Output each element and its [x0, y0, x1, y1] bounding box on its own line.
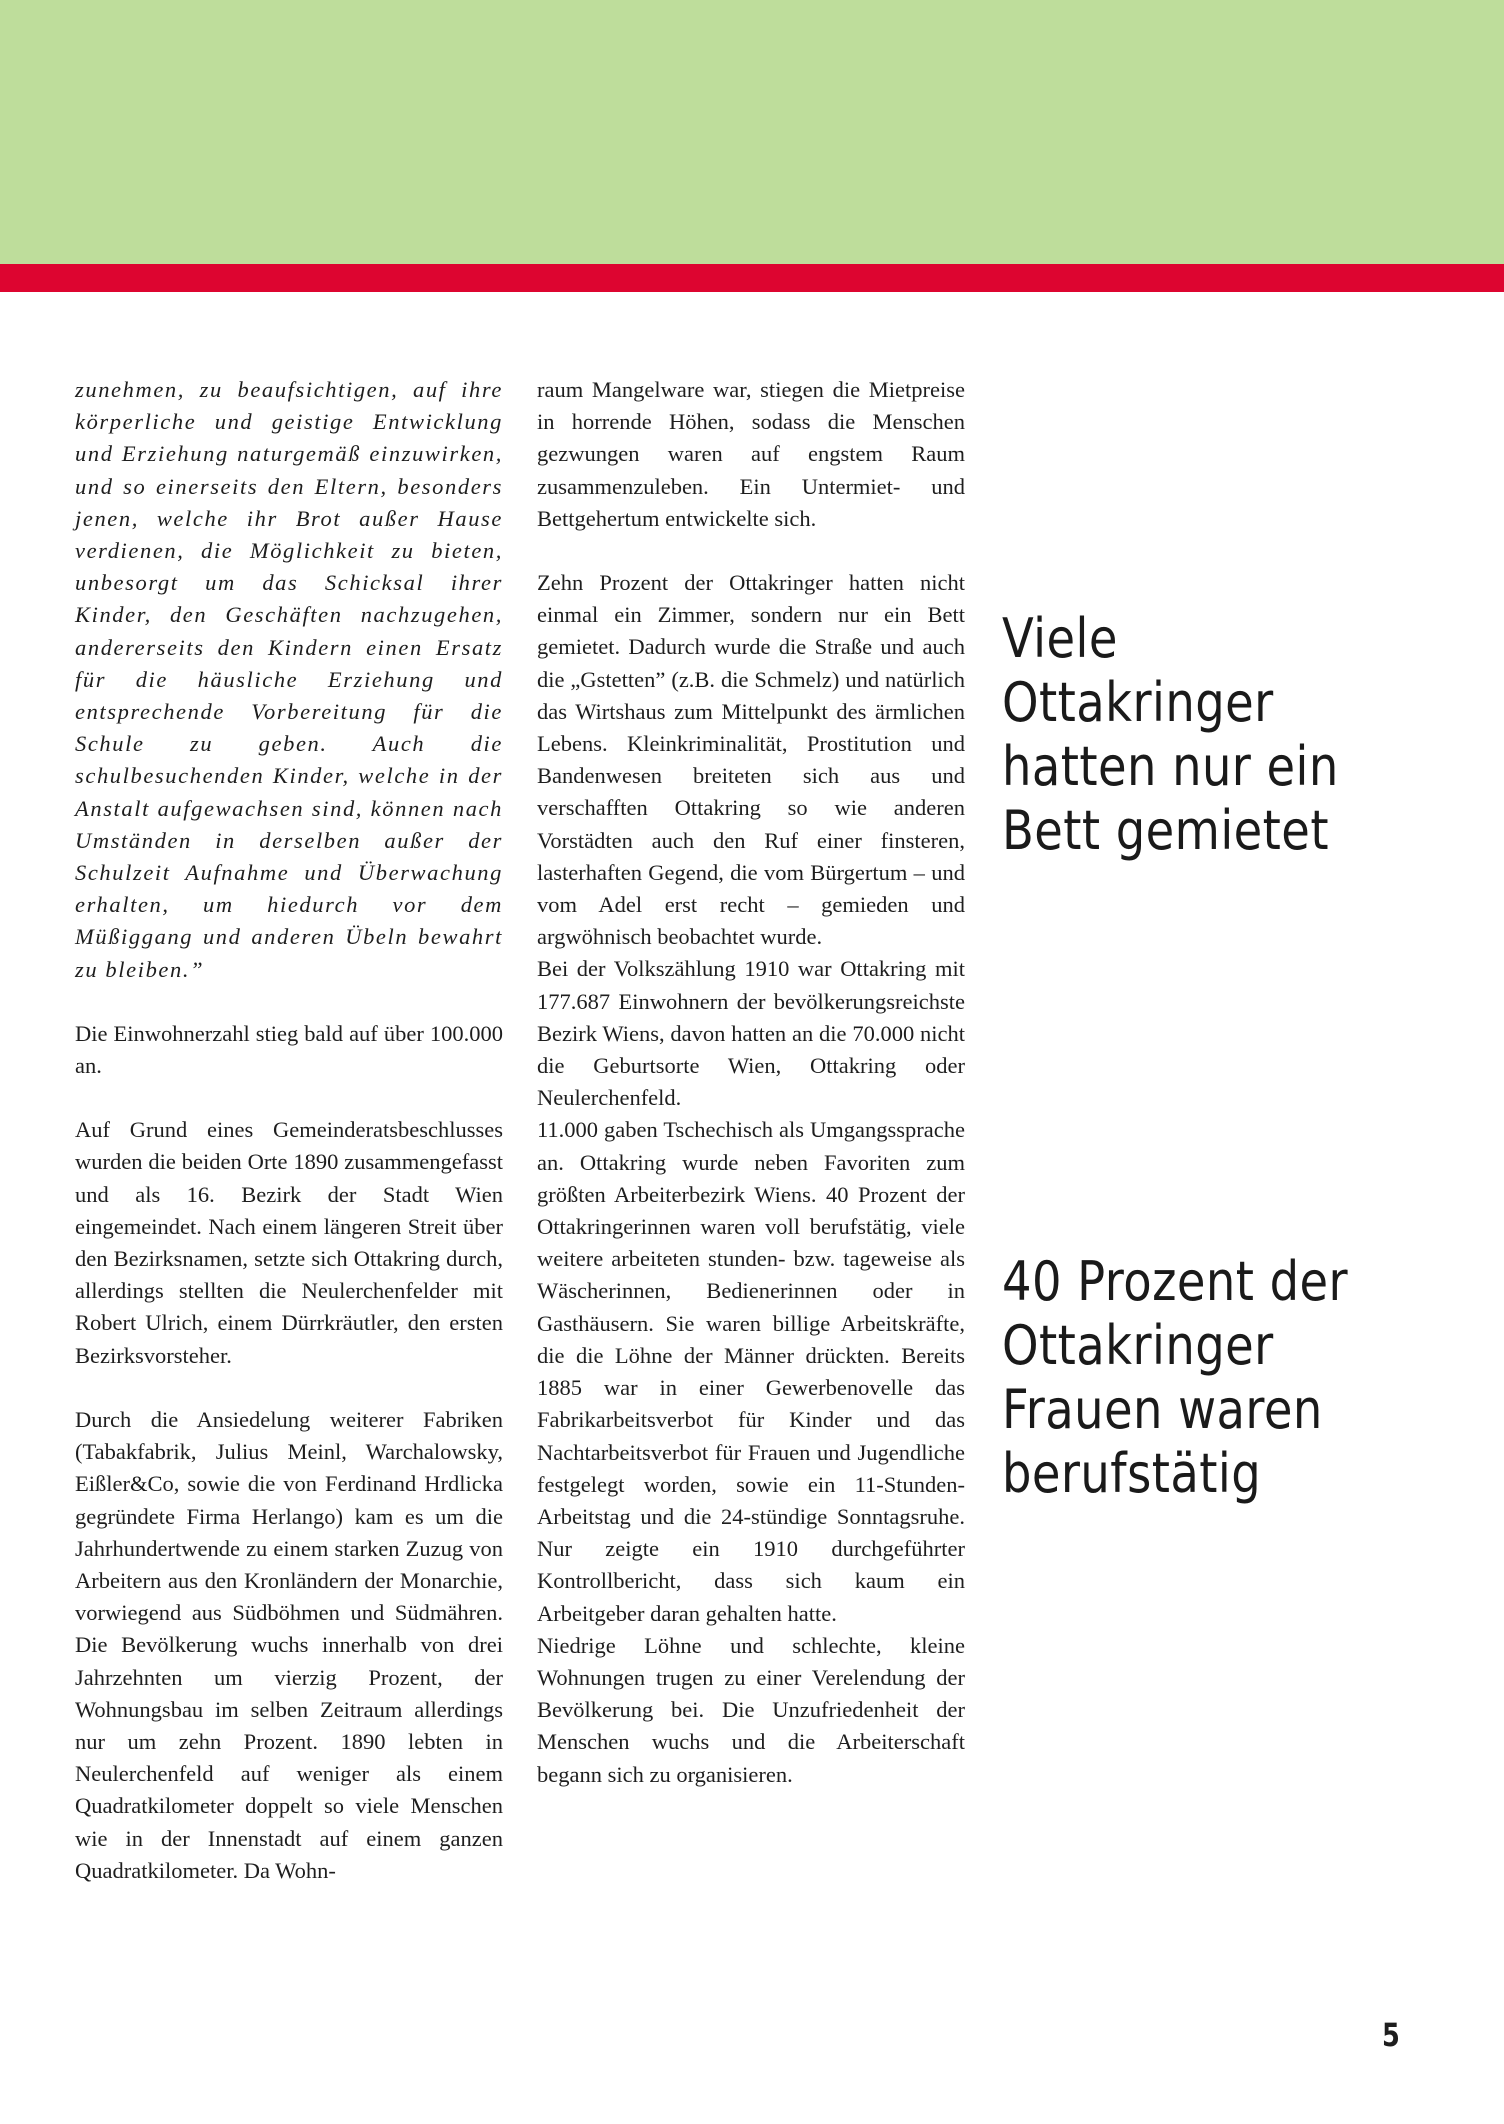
pull-quote-women: 40 Prozent der Ottakringer Frauen waren berufstätig — [1002, 1250, 1349, 1505]
quote-paragraph: zunehmen, zu beaufsichtigen, auf ihre körperliche und geistige Entwicklung und Erziehung naturgemäß einzuwirken, und so einerseits den Eltern, besonders jenen, welche ihr Brot außer Hause verdienen, die Möglichkeit zu bieten, unbesorgt um das Schicksal ihrer Kinder, den Geschäften nachzugehen, andererseits den Kindern einen Ersatz für die häusliche Erziehung und entsprechende Vorbereitung für die Schule zu geben. Auch die schulbesuchenden Kinder, welche in der Anstalt aufgewachsen sind, können nach Umständen in derselben außer der Schulzeit Aufnahme und Überwachung erhalten, um hiedurch vor dem Müßiggang und anderen Übeln bewahrt zu bleiben.” — [75, 377, 503, 982]
paragraph-housing: raum Mangelware war, stiegen die Mietpreise in horrende Höhen, sodass die Menschen gezwungen waren auf engstem Raum zusammenzuleben. Ein Untermiet- und Bettgehertum entwickelte sich. — [537, 377, 965, 531]
paragraph-bed-renters: Zehn Prozent der Ottakringer hatten nicht einmal ein Zimmer, sondern nur ein Bett gemietet. Dadurch wurde die Straße und auch die „Gstetten” (z.B. die Schmelz) und natürlich das Wirtshaus zum Mittelpunkt des ärmlichen Lebens. Kleinkriminalität, Prostitution und Bandenwesen breiteten sich aus und verschafften Ottakring so wie anderen Vorstädten auch den Ruf einer finsteren, lasterhaften Gegend, die vom Bürgertum – und vom Adel erst recht – gemieden und argwöhnisch beobachtet wurde. — [537, 570, 965, 950]
paragraph-merger: Auf Grund eines Gemeinderatsbeschlusses wurden die beiden Orte 1890 zusammengefasst und als 16. Bezirk der Stadt Wien eingemeindet. Nach einem längeren Streit über den Bezirksnamen, setzte sich Ottakring durch, allerdings stellten die Neulerchenfelder mit Robert Ulrich, einem Dürrkräutler, den ersten Bezirksvorsteher. — [75, 1117, 503, 1368]
page-number: 5 — [1382, 2016, 1400, 2054]
text-column-left — [75, 374, 503, 1887]
paragraph-census: Bei der Volkszählung 1910 war Ottakring mit 177.687 Einwohnern der bevölkerungsreichste Bezirk Wiens, davon hatten an die 70.000 nicht die Geburtsorte Wien, Ottakring oder Neulerchenfeld. — [537, 956, 965, 1111]
paragraph-organisation: Niedrige Löhne und schlechte, kleine Wohnungen trugen zu einer Verelendung der Bevölkerung bei. Die Unzufriedenheit der Menschen wuchs und die Arbeiterschaft begann sich zu organisieren. — [537, 1632, 965, 1787]
paragraph-factories: Durch die Ansiedelung weiterer Fabriken (Tabakfabrik, Julius Meinl, Warchalowsky, Eißler&Co, sowie die von Ferdinand Hrdlicka gegründete Firma Herlango) kam es um die Jahrhundertwende zu einem starken Zuzug von Arbeitern aus den Kronländern der Monarchie, vorwiegend aus Südböhmen und Südmähren. Die Bevölkerung wuchs innerhalb von drei Jahrzehnten um vierzig Prozent, der Wohnungsbau im selben Zeitraum allerdings nur um zehn Prozent. 1890 lebten in Neulerchenfeld auf weniger als einem Quadratkilometer doppelt so viele Menschen wie in der Innenstadt auf einem ganzen Quadratkilometer. Da Wohn- — [75, 1406, 503, 1883]
header-green-band — [0, 0, 1504, 264]
pull-quote-bed: Viele Ottakringer hatten nur ein Bett gemietet — [1002, 607, 1339, 862]
header-red-stripe — [0, 264, 1504, 292]
paragraph-workers: 11.000 gaben Tschechisch als Umgangssprache an. Ottakring wurde neben Favoriten zum größten Arbeiterbezirk Wiens. 40 Prozent der Ottakringerinnen waren voll berufstätig, viele weitere arbeiteten stunden- bzw. tageweise als Wäscherinnen, Bedienerinnen oder in Gasthäusern. Sie waren billige Arbeitskräfte, die die Löhne der Männer drückten. Bereits 1885 war in einer Gewerbenovelle das Fabrikarbeitsverbot für Kinder und das Nachtarbeitsverbot für Frauen und Jugendliche festgelegt worden, sowie ein 11-Stunden-Arbeitstag und die 24-stündige Sonntagsruhe. Nur zeigte ein 1910 durchgeführter Kontrollbericht, dass sich kaum ein Arbeitgeber daran gehalten hatte. — [537, 1117, 965, 1626]
paragraph-population: Die Einwohnerzahl stieg bald auf über 100.000 an. — [75, 1020, 503, 1079]
text-column-middle — [537, 374, 965, 1791]
